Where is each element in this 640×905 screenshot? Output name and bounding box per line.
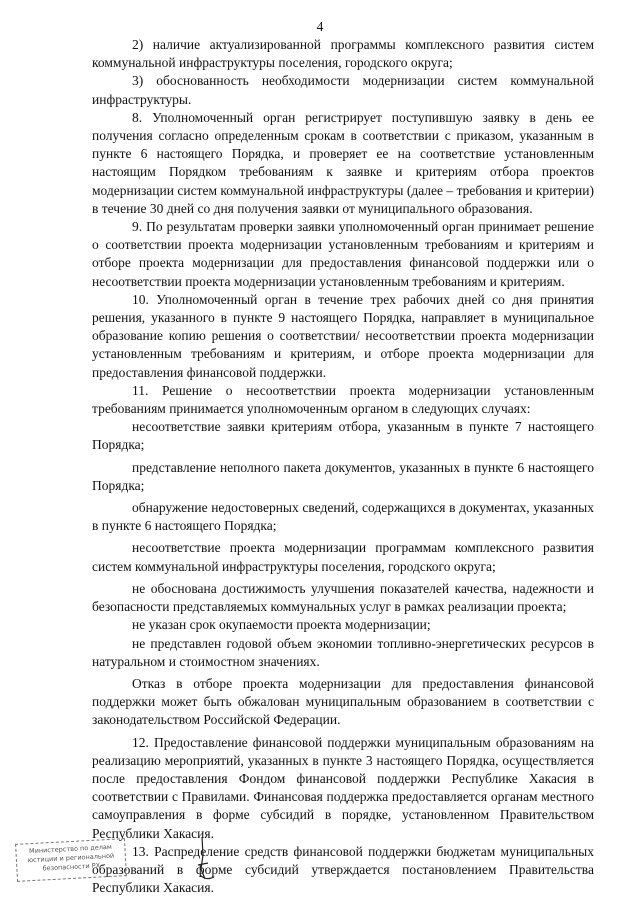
paragraph: 3) обоснованность необходимости модернизации систем коммунальной инфраструктуры. xyxy=(92,73,594,107)
stamp-line: Министерство по делам xyxy=(28,842,112,856)
list-item: не обоснована достижимость улучшения показателей качества, надежности и безопасности представляемых коммунальных услуг в рамках реализации проекта; xyxy=(92,580,594,615)
stamp-line: безопасности РХ xyxy=(42,861,101,873)
list-item: представление неполного пакета документов, указанных в пункте 6 настоящего Порядка; xyxy=(92,459,594,493)
paragraph: 8. Уполномоченный орган регистрирует поступившую заявку в день ее получения согласно определенным срокам в соответствии с приказом, указанным в пункте 6 настоящего Порядка, и проверяет ее на соответствие установленным настоящим Порядком требованиям к заявке и критериям отбора проектов модернизации систем коммунальной инфраструктуры (далее – требования и критерии) в течение 30 дней со дня получения заявки от муниципального образования. xyxy=(92,109,594,216)
paragraph: 9. По результатам проверки заявки уполномоченный орган принимает решение о соответствии проекта модернизации установленным требованиям и критериям и отборе проекта модернизации для предоставления финансовой поддержки или о несоответствии проекта модернизации установленным требованиям и критериям. xyxy=(92,219,594,289)
signature-mark xyxy=(190,835,220,885)
paragraph: 12. Предоставление финансовой поддержки муниципальным образованиям на реализацию мероприятий, указанных в пункте 3 настоящего Порядка, осуществляется после предоставления Фондом финансовой поддержки Республике Хакасия в соответствии с Правилами. Финансовая поддержка предоставляется органам местного самоуправления в форме субсидий в порядке, установленном Правительством Республики Хакасия. xyxy=(92,734,594,841)
list-item: обнаружение недостоверных сведений, содержащихся в документах, указанных в пункте 6 настоящего Порядка; xyxy=(92,500,594,534)
paragraph: 10. Уполномоченный орган в течение трех рабочих дней со дня принятия решения, указанного в пункте 9 настоящего Порядка, направляет в муниципальное образование копию решения о соответствии/ несоответствии проекта модернизации установленным требованиям и критериям, и отборе проекта модернизации для предоставления финансовой поддержки. xyxy=(92,291,594,380)
paragraph: 11. Решение о несоответствии проекта модернизации установленным требованиям принимается уполномоченным органом в следующих случаях: xyxy=(92,382,594,417)
list-item: несоответствие заявки критериям отбора, указанным в пункте 7 настоящего Порядка; xyxy=(92,419,594,453)
list-item: несоответствие проекта модернизации программам комплексного развития систем коммунальной инфраструктуры поселения, городского округа; xyxy=(92,540,594,574)
paragraph: 2) наличие актуализированной программы комплексного развития систем коммунальной инфраструктуры поселения, городского округа; xyxy=(92,37,594,71)
ministry-stamp xyxy=(15,838,127,882)
document-body xyxy=(92,36,594,897)
paragraph: Отказ в отборе проекта модернизации для предоставления финансовой поддержки может быть обжалован муниципальным образованием в соответствии с законодательством Российской Федерации. xyxy=(92,675,594,728)
stamp-line: юстиции и региональной xyxy=(27,851,115,865)
page-number: 4 xyxy=(316,19,324,34)
list-item: не указан срок окупаемости проекта модернизации; xyxy=(132,617,431,633)
paragraph: 13. Распределение средств финансовой поддержки бюджетам муниципальных образований в форме субсидий утверждается постановлением Правительства Республики Хакасия. xyxy=(92,843,594,896)
list-item: не представлен годовой объем экономии топливно-энергетических ресурсов в натуральном и стоимостном значениях. xyxy=(92,635,594,669)
